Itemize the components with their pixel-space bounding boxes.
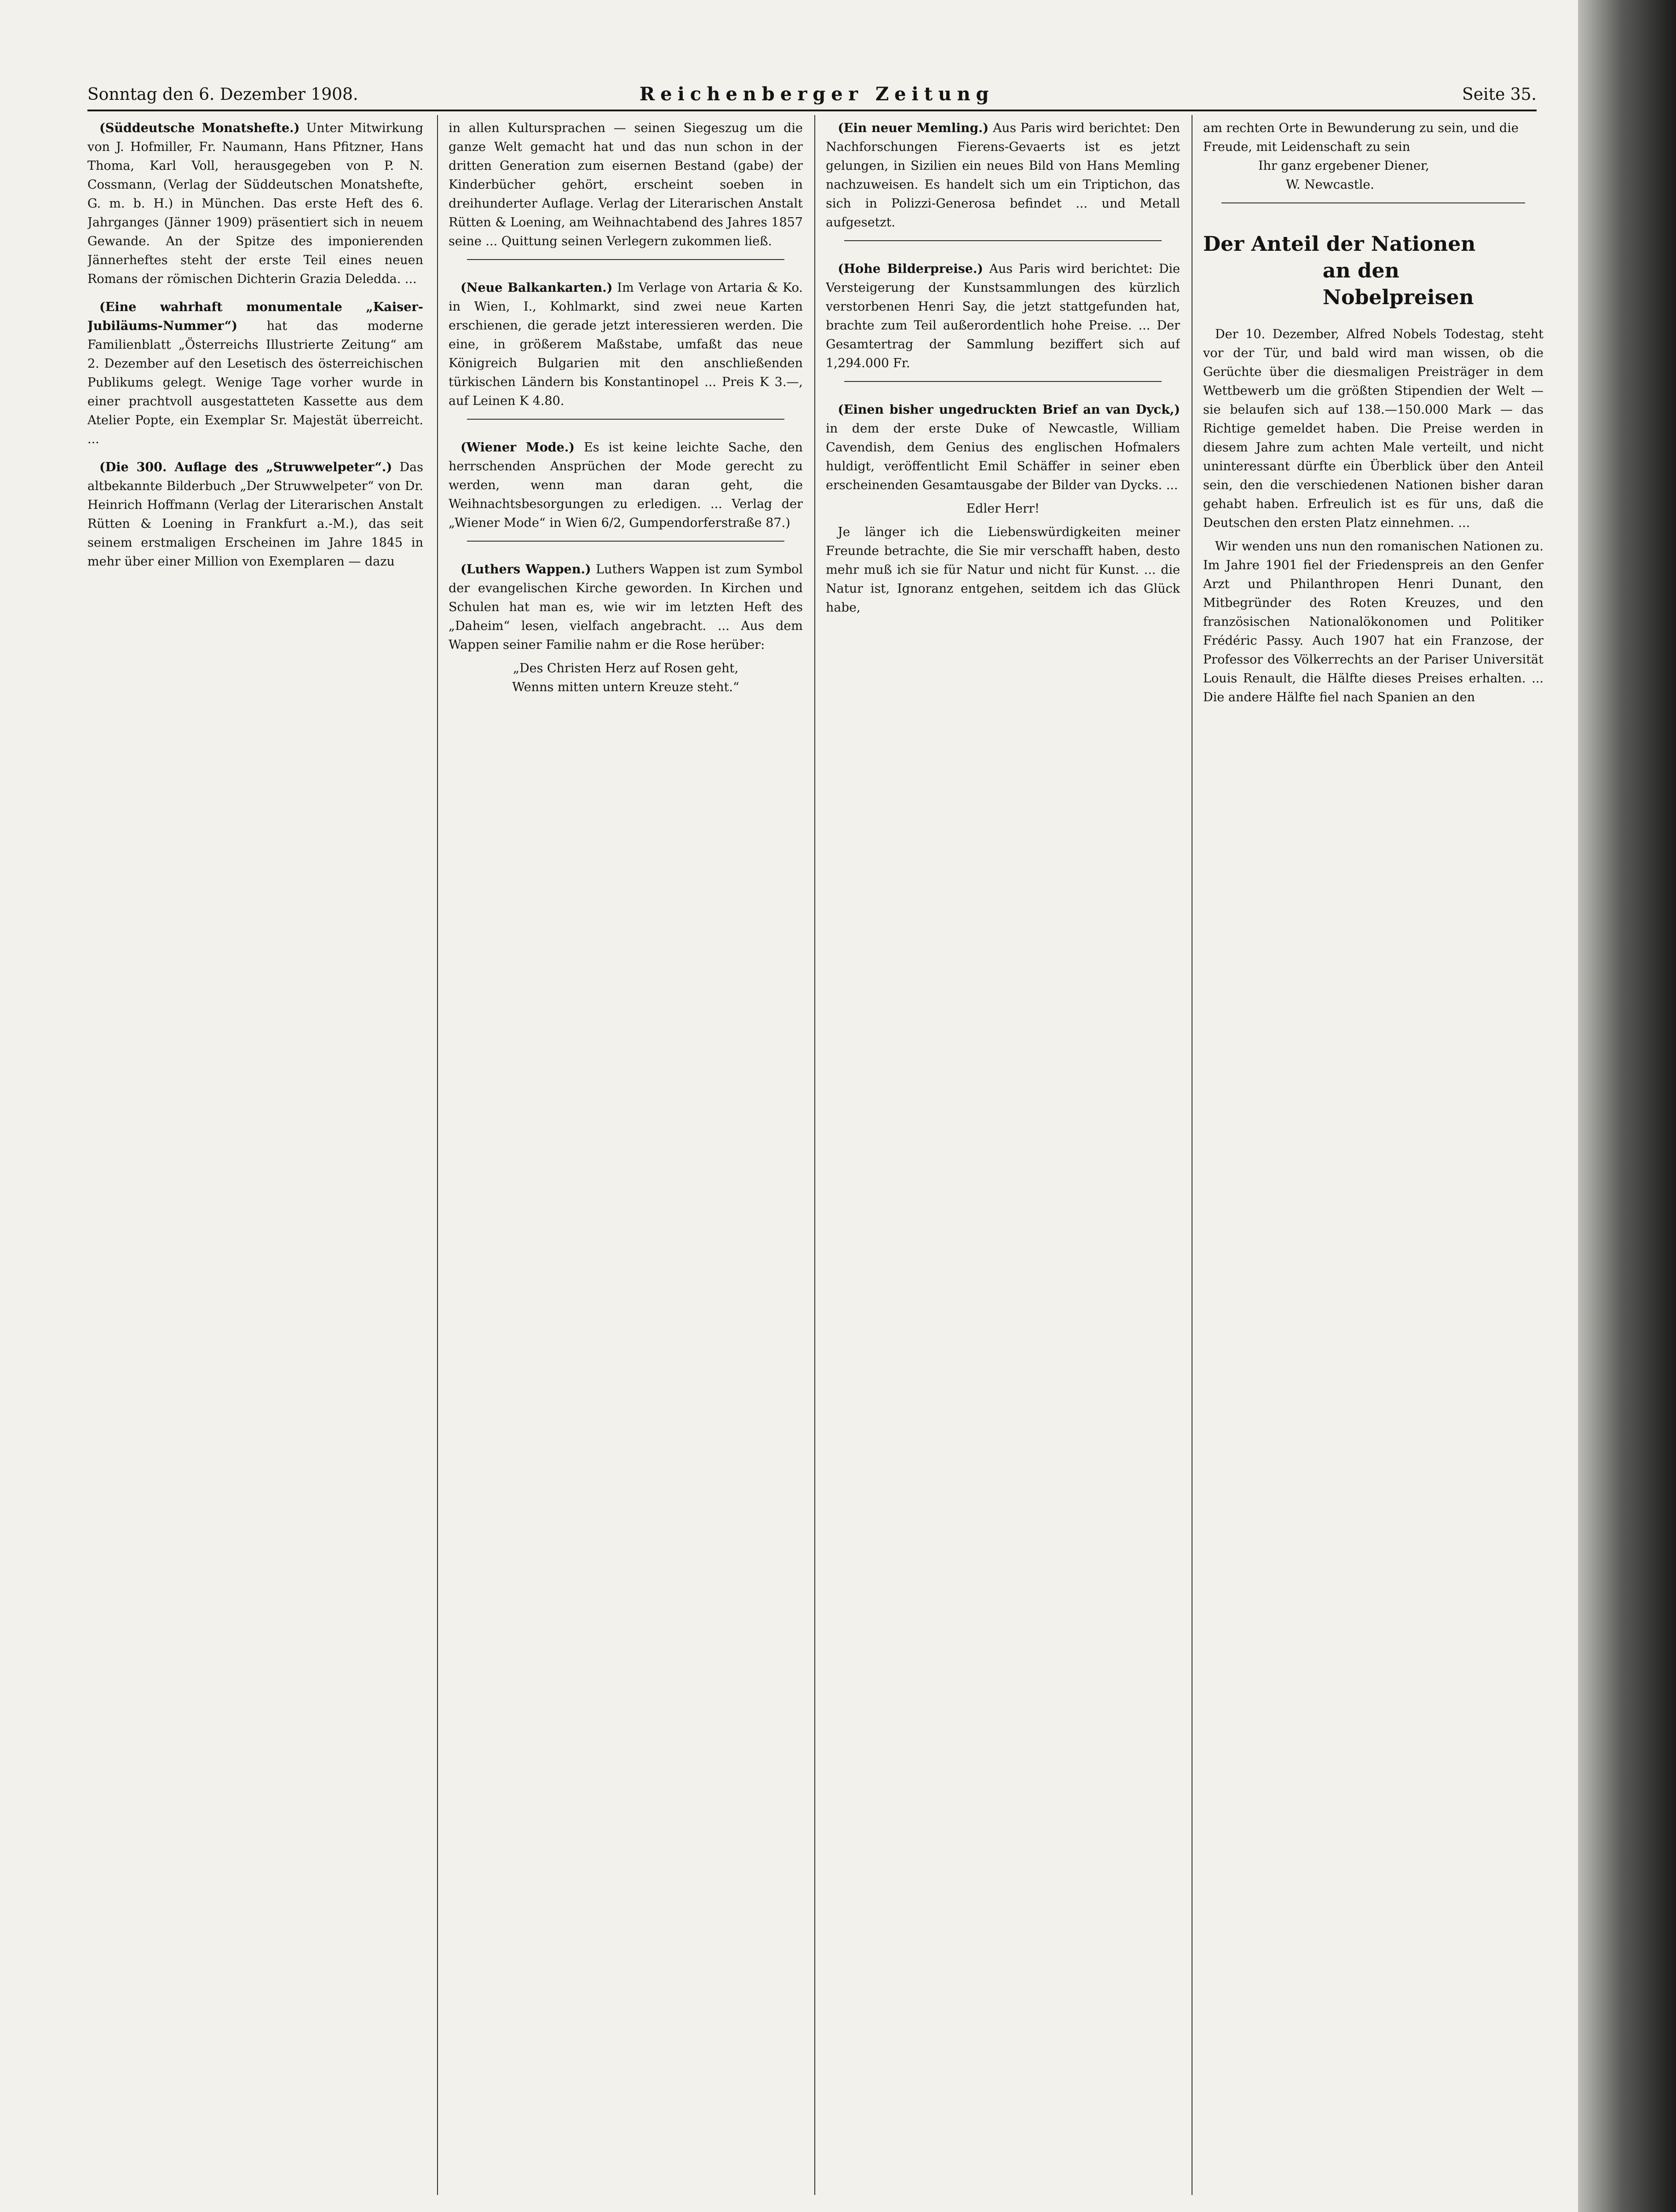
article-separator — [844, 240, 1162, 241]
article-heading: (Eine wahrhaft monumentale „Kaiser-Jubiläums-Nummer“) — [87, 300, 423, 333]
article-luthers-wappen — [449, 560, 803, 654]
article-struwwelpeter-cont: in allen Kultursprachen — seinen Siegeszug um die ganze Welt gemacht hat und das nun schon in der dritten Generation zum eisernen Bestand (gabe) der Kinderbücher gehört, erscheint soeben in dreihunderter Auflage. Verlag der Literarischen Anstalt Rütten & Loening, am Weihnachtabend des Jahres 1857 seine ... Quittung seinen Verlegern zukommen ließ. — [449, 121, 803, 248]
column-2 — [449, 119, 803, 2189]
title-line-1: Der Anteil der Nationen — [1203, 232, 1476, 256]
article-heading: (Luthers Wappen.) — [461, 562, 591, 577]
article-heading: (Süddeutsche Monatshefte.) — [99, 121, 300, 135]
article-body: Im Verlage von Artaria & Ko. in Wien, I., Kohlmarkt, sind zwei neue Karten erschienen, die gerade jetzt interessieren werden. Die eine, in größerem Maßstabe, umfaßt das neue Königreich Bulgarien mit den anschließenden türkischen Ländern bis Konstantinopel ... Preis K 3.—, auf Leinen K 4.80. — [449, 281, 803, 408]
article-body: Es ist keine leichte Sache, den herrschenden Ansprüchen der Mode gerecht zu werden, wenn man daran geht, die Weihnachtsbesorgungen zu erledigen. ... Verlag der „Wiener Mode“ in Wien 6/2, Gumpendorferstraße 87.) — [449, 440, 803, 530]
article-struwwelpeter — [87, 458, 423, 571]
article-separator — [467, 541, 784, 542]
column-3 — [826, 119, 1180, 2189]
article-kaiser-jubilaeum — [87, 298, 423, 449]
article-balkankarten — [449, 278, 803, 410]
article-body: in dem der erste Duke of Newcastle, William Cavendish, dem Genius des englischen Hofmalers huldigt, veröffentlicht Emil Schäffer in seiner eben erscheinenden Gesamtausgabe der Bilder van Dycks. ... — [826, 422, 1180, 492]
article-body: Aus Paris wird berichtet: Den Nachforschungen Fierens-Gevaerts ist es jetzt gelungen, in Sizilien ein neues Bild von Hans Memling nachzuweisen. Es handelt sich um ein Triptichon, das sich in Polizzi-Generosa befindet ... und Metall aufgesetzt. — [826, 121, 1180, 230]
masthead: Reichenberger Zeitung — [639, 83, 995, 105]
article-body: Das altbekannte Bilderbuch „Der Struwwelpeter“ von Dr. Heinrich Hoffmann (Verlag der Literarischen Anstalt Rütten & Loening in Frankfurt a.-M.), das seit seinem erstmaligen Erscheinen im Jahre 1845 in mehr über einer Million von Exemplaren — dazu — [87, 460, 423, 569]
article-van-dyck — [826, 400, 1180, 495]
article-separator — [1221, 202, 1525, 203]
letter-closing — [1203, 119, 1544, 194]
nobel-paragraph-2: Wir wenden uns nun den romanischen Nationen zu. Im Jahre 1901 fiel der Friedenspreis an den Genfer Arzt und Philanthropen Henri Dunant, den Mitbegründer des Roten Kreuzes, und den französischen Nationalökonomen und Politiker Frédéric Passy. Auch 1907 hat ein Franzose, der Professor des Völkerrechts an der Pariser Universität Louis Renault, die Hälfte dieses Preises erhalten. ... Die andere Hälfte fiel nach Spanien an den — [1203, 539, 1544, 705]
article-heading: (Neue Balkankarten.) — [461, 281, 613, 295]
letter-closing-text: am rechten Orte in Bewunderung zu sein, und die Freude, mit Leidenschaft zu sein — [1203, 121, 1519, 154]
column-4 — [1203, 119, 1544, 2189]
article-heading: (Ein neuer Memling.) — [838, 121, 989, 135]
title-line-2: an den Nobelpreisen — [1323, 259, 1474, 309]
issue-date: Sonntag den 6. Dezember 1908. — [87, 85, 358, 104]
article-separator — [467, 259, 784, 260]
column-1 — [87, 119, 423, 2189]
article-separator — [467, 419, 784, 420]
letter-closing-formula: Ihr ganz ergebener Diener, — [1258, 159, 1429, 173]
quote-line: Wenns mitten untern Kreuze steht.“ — [512, 680, 739, 694]
article-monatshefte — [87, 119, 423, 289]
page-number: Seite 35. — [1462, 85, 1537, 104]
column-divider — [814, 115, 815, 2195]
letter-signature: W. Newcastle. — [1286, 178, 1375, 192]
header-rule — [87, 110, 1537, 111]
article-body: Luthers Wappen ist zum Symbol der evangelischen Kirche geworden. In Kirchen und Schulen hat man es, wie wir im letzten Heft des „Daheim“ lesen, vielfach angebracht. ... Aus dem Wappen seiner Familie nahm er die Rose herüber: — [449, 562, 803, 652]
scan-margin — [1578, 0, 1676, 2212]
article-wiener-mode — [449, 438, 803, 532]
article-body: Aus Paris wird berichtet: Die Versteigerung der Kunstsammlungen des kürzlich verstorbenen Henri Say, die jetzt stattgefunden hat, brachte zum Teil außerordentlich hohe Preise. ... Der Gesamtertrag der Sammlung beziffert sich auf 1,294.000 Fr. — [826, 262, 1180, 370]
letter-body: Je länger ich die Liebenswürdigkeiten meiner Freunde betrachte, die Sie mir verschafft haben, desto mehr muß ich sie für Natur und nicht für Kunst. ... die Natur ist, Ignoranz entgehen, seitdem ich das Glück habe, — [826, 525, 1180, 615]
article-body: Unter Mitwirkung von J. Hofmiller, Fr. Naumann, Hans Pfitzner, Hans Thoma, Karl Voll, herausgegeben von P. N. Cossmann, (Verlag der Süddeutschen Monatshefte, G. m. b. H.) in München. Das erste Heft des 6. Jahrganges (Jänner 1909) präsentiert sich in neuem Gewande. An der Spitze des imponierenden Jännerheftes steht der erste Teil eines neuen Romans der römischen Dichterin Grazia Deledda. ... — [87, 121, 423, 286]
nobel-paragraph-1: Der 10. Dezember, Alfred Nobels Todestag, steht vor der Tür, und bald wird man wissen, ob die Gerüchte über die diesmaligen Preisträger in dem Wettbewerb um die größten Stipendien der Welt — sie belaufen sich auf 138.—150.000 Mark — das Richtige gemeldet haben. Die Preise werden in diesem Jahre zum achten Male verteilt, und nicht uninteressant dürfte ein Überblick über den Anteil sein, den die verschiedenen Nationen bisher daran gehabt haben. Erfreulich ist es für uns, daß die Deutschen den ersten Platz einnehmen. ... — [1203, 327, 1544, 530]
article-heading: (Hohe Bilderpreise.) — [838, 262, 983, 276]
column-divider — [437, 115, 438, 2195]
article-body: hat das moderne Familienblatt „Österreichs Illustrierte Zeitung“ am 2. Dezember auf den Lesetisch des österreichischen Publikums gelegt. Wenige Tage vorher wurde in einer prachtvoll ausgestatteten Kassette aus dem Atelier Popte, ein Exemplar Sr. Majestät überreicht. ... — [87, 319, 423, 446]
page-header — [87, 81, 1537, 108]
article-separator — [844, 381, 1162, 382]
letter-salutation: Edler Herr! — [966, 502, 1040, 516]
quote-line: „Des Christen Herz auf Rosen geht, — [513, 661, 739, 676]
nobel-article-title — [1203, 231, 1544, 311]
article-bilderpreise — [826, 260, 1180, 373]
article-heading: (Wiener Mode.) — [461, 440, 575, 455]
article-heading: (Die 300. Auflage des „Struwwelpeter“.) — [99, 460, 392, 474]
article-heading: (Einen bisher ungedruckten Brief an van Dyck,) — [838, 403, 1180, 417]
article-memling — [826, 119, 1180, 232]
